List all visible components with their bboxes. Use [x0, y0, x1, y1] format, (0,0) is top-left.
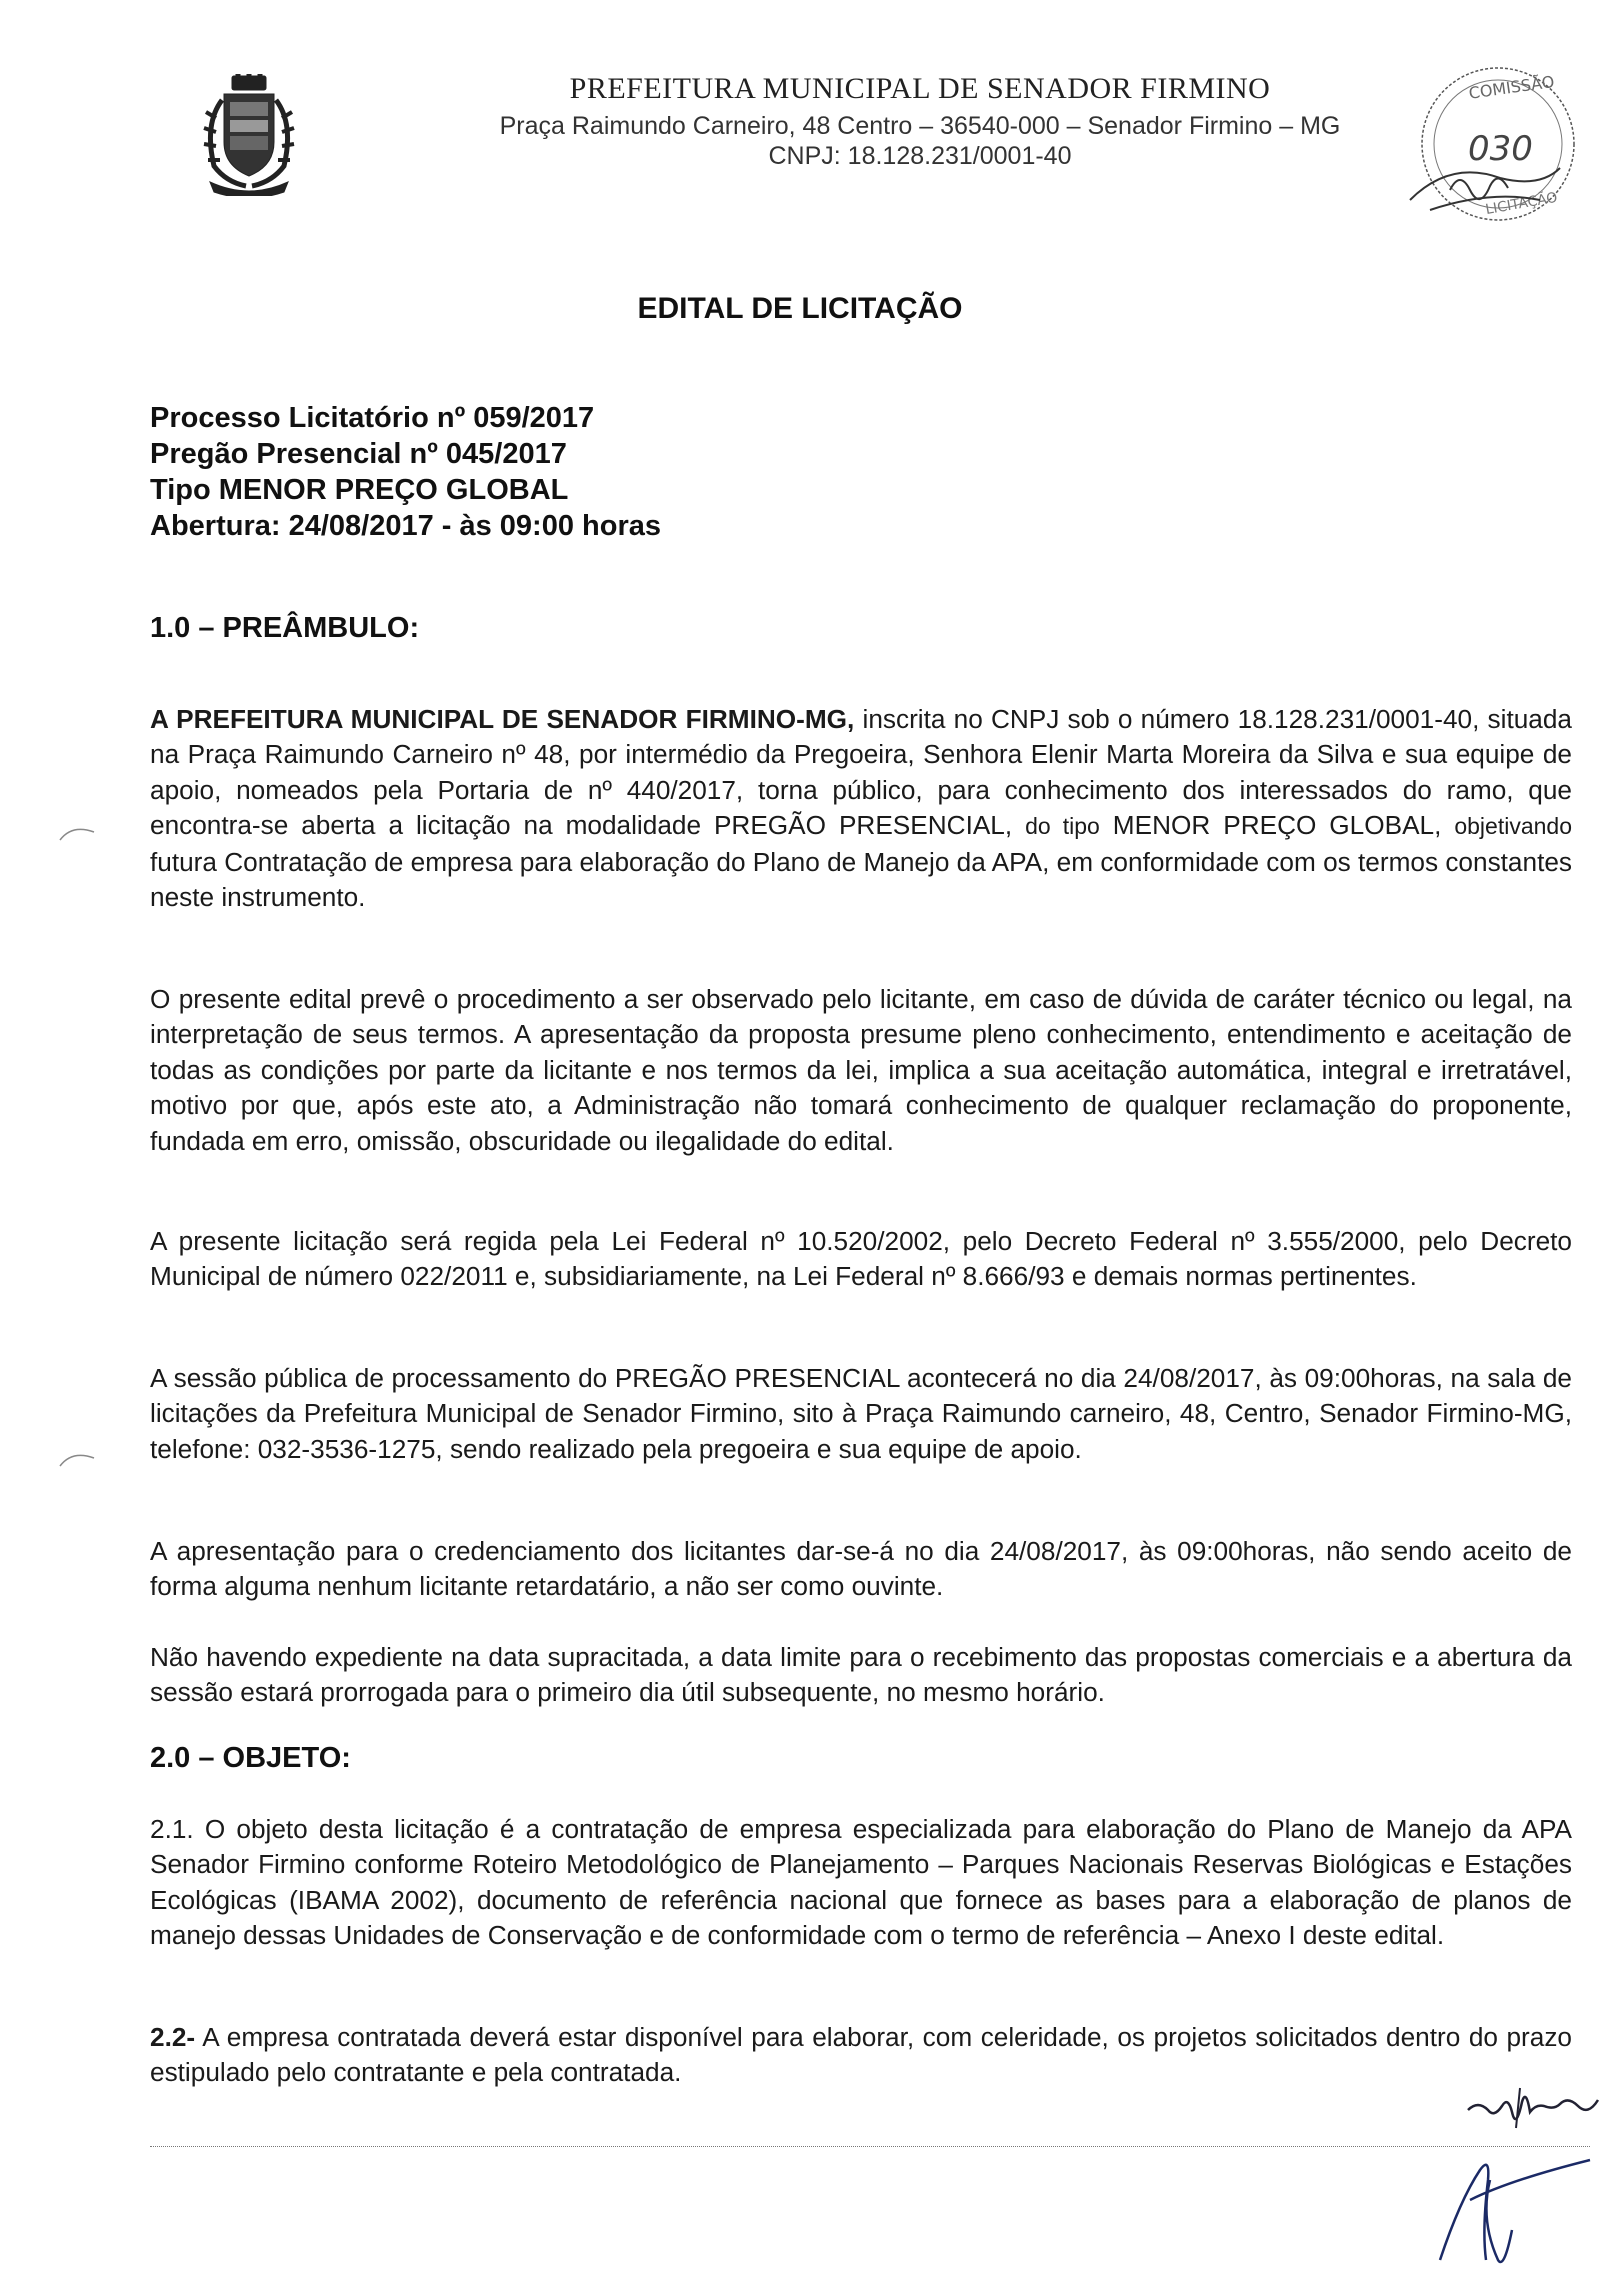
margin-mark-icon: [58, 1444, 98, 1474]
preamble-paragraph-2: O presente edital prevê o procedimento a ser observado pelo licitante, em caso de dúvida de caráter técnico ou legal, na interpretação de seus termos. A apresentação da proposta presume pleno conhecimento, entendimento e aceitação de todas as condições por parte da licitante e nos termos da lei, implica a sua aceitação automática, integral e irretratável, motivo por que, após este ato, a Administração não tomará conhecimento de qualquer reclamação do proponente, fundada em erro, omissão, obscuridade ou ilegalidade do edital.: [150, 984, 1572, 1156]
preamble-paragraph-5: A apresentação para o credenciamento dos licitantes dar-se-á no dia 24/08/2017, às 09:00horas, não sendo aceito de forma alguma nenhum licitante retardatário, a não ser como ouvinte.: [150, 1536, 1572, 1602]
municipality-name: PREFEITURA MUNICIPAL DE SENADOR FIRMINO: [569, 72, 1271, 105]
section-heading-preamble: 1.0 – PREÂMBULO:: [150, 612, 420, 644]
municipality-address: Praça Raimundo Carneiro, 48 Centro – 36540-000 – Senador Firmino – MG: [499, 112, 1341, 140]
section-heading-object: 2.0 – OBJETO:: [150, 1742, 351, 1774]
process-number: Processo Licitatório nº 059/2017: [150, 402, 595, 434]
preamble-entity: A PREFEITURA MUNICIPAL DE SENADOR FIRMINO-MG,: [150, 704, 855, 734]
process-info: [150, 400, 661, 544]
municipality-cnpj: CNPJ: 18.128.231/0001-40: [768, 142, 1072, 170]
auction-number: Pregão Presencial nº 045/2017: [150, 438, 567, 470]
commission-stamp-icon: [1390, 60, 1590, 230]
signature-icon: [1460, 2070, 1600, 2140]
preamble-paragraph-6: Não havendo expediente na data supracitada, a data limite para o recebimento das propostas comerciais e a abertura da sessão estará prorrogada para o primeiro dia útil subsequente, no mesmo horário.: [150, 1642, 1572, 1708]
coat-of-arms-icon: [196, 74, 302, 196]
bid-type: Tipo MENOR PREÇO GLOBAL: [150, 474, 569, 506]
svg-text:COMISSÃO: COMISSÃO: [1467, 71, 1556, 103]
opening-date: Abertura: 24/08/2017 - às 09:00 horas: [150, 510, 661, 542]
svg-text:030: 030: [1468, 129, 1533, 169]
footer-divider: [150, 2146, 1590, 2147]
margin-mark-icon: [58, 818, 98, 848]
document-title: EDITAL DE LICITAÇÃO: [637, 292, 963, 325]
object-paragraph-2-2: 2.2- A empresa contratada deverá estar disponível para elaborar, com celeridade, os projetos solicitados dentro do prazo estipulado pelo contratante e pela contratada.: [150, 2022, 1572, 2088]
preamble-paragraph-1: A PREFEITURA MUNICIPAL DE SENADOR FIRMINO-MG, inscrita no CNPJ sob o número 18.128.231/0001-40, situada na Praça Raimundo Carneiro nº 48, por intermédio da Pregoeira, Senhora Elenir Marta Moreira da Silva e sua equipe de apoio, nomeados pela Portaria de nº 440/2017, torna público, para conhecimento dos interessados do ramo, que encontra-se aberta a licitação na modalidade PREGÃO PRESENCIAL, do tipo MENOR PREÇO GLOBAL, objetivando futura Contratação de empresa para elaboração do Plano de Manejo da APA, em conformidade com os termos constantes neste instrumento.: [150, 704, 1572, 913]
svg-text:LICITAÇÃO: LICITAÇÃO: [1484, 189, 1559, 219]
object-paragraph-2-1: 2.1. O objeto desta licitação é a contratação de empresa especializada para elaboração do Plano de Manejo da APA Senador Firmino conforme Roteiro Metodológico de Planejamento – Parques Nacionais Reservas Biológicas e Estações Ecológicas (IBAMA 2002), documento de referência nacional que fornece as bases para a elaboração de planos de manejo dessas Unidades de Conservação e de conformidade com o termo de referência – Anexo I deste edital.: [150, 1814, 1572, 1951]
preamble-paragraph-3: A presente licitação será regida pela Lei Federal nº 10.520/2002, pelo Decreto Federal nº 3.555/2000, pelo Decreto Municipal de número 022/2011 e, subsidiariamente, na Lei Federal nº 8.666/93 e demais normas pertinentes.: [150, 1226, 1572, 1292]
preamble-paragraph-4: A sessão pública de processamento do PREGÃO PRESENCIAL acontecerá no dia 24/08/2017, às 09:00horas, na sala de licitações da Prefeitura Municipal de Senador Firmino, sito à Praça Raimundo carneiro, 48, Centro, Senador Firmino-MG, telefone: 032-3536-1275, sendo realizado pela pregoeira e sua equipe de apoio.: [150, 1363, 1572, 1464]
initials-signature-icon: [1400, 2140, 1600, 2276]
